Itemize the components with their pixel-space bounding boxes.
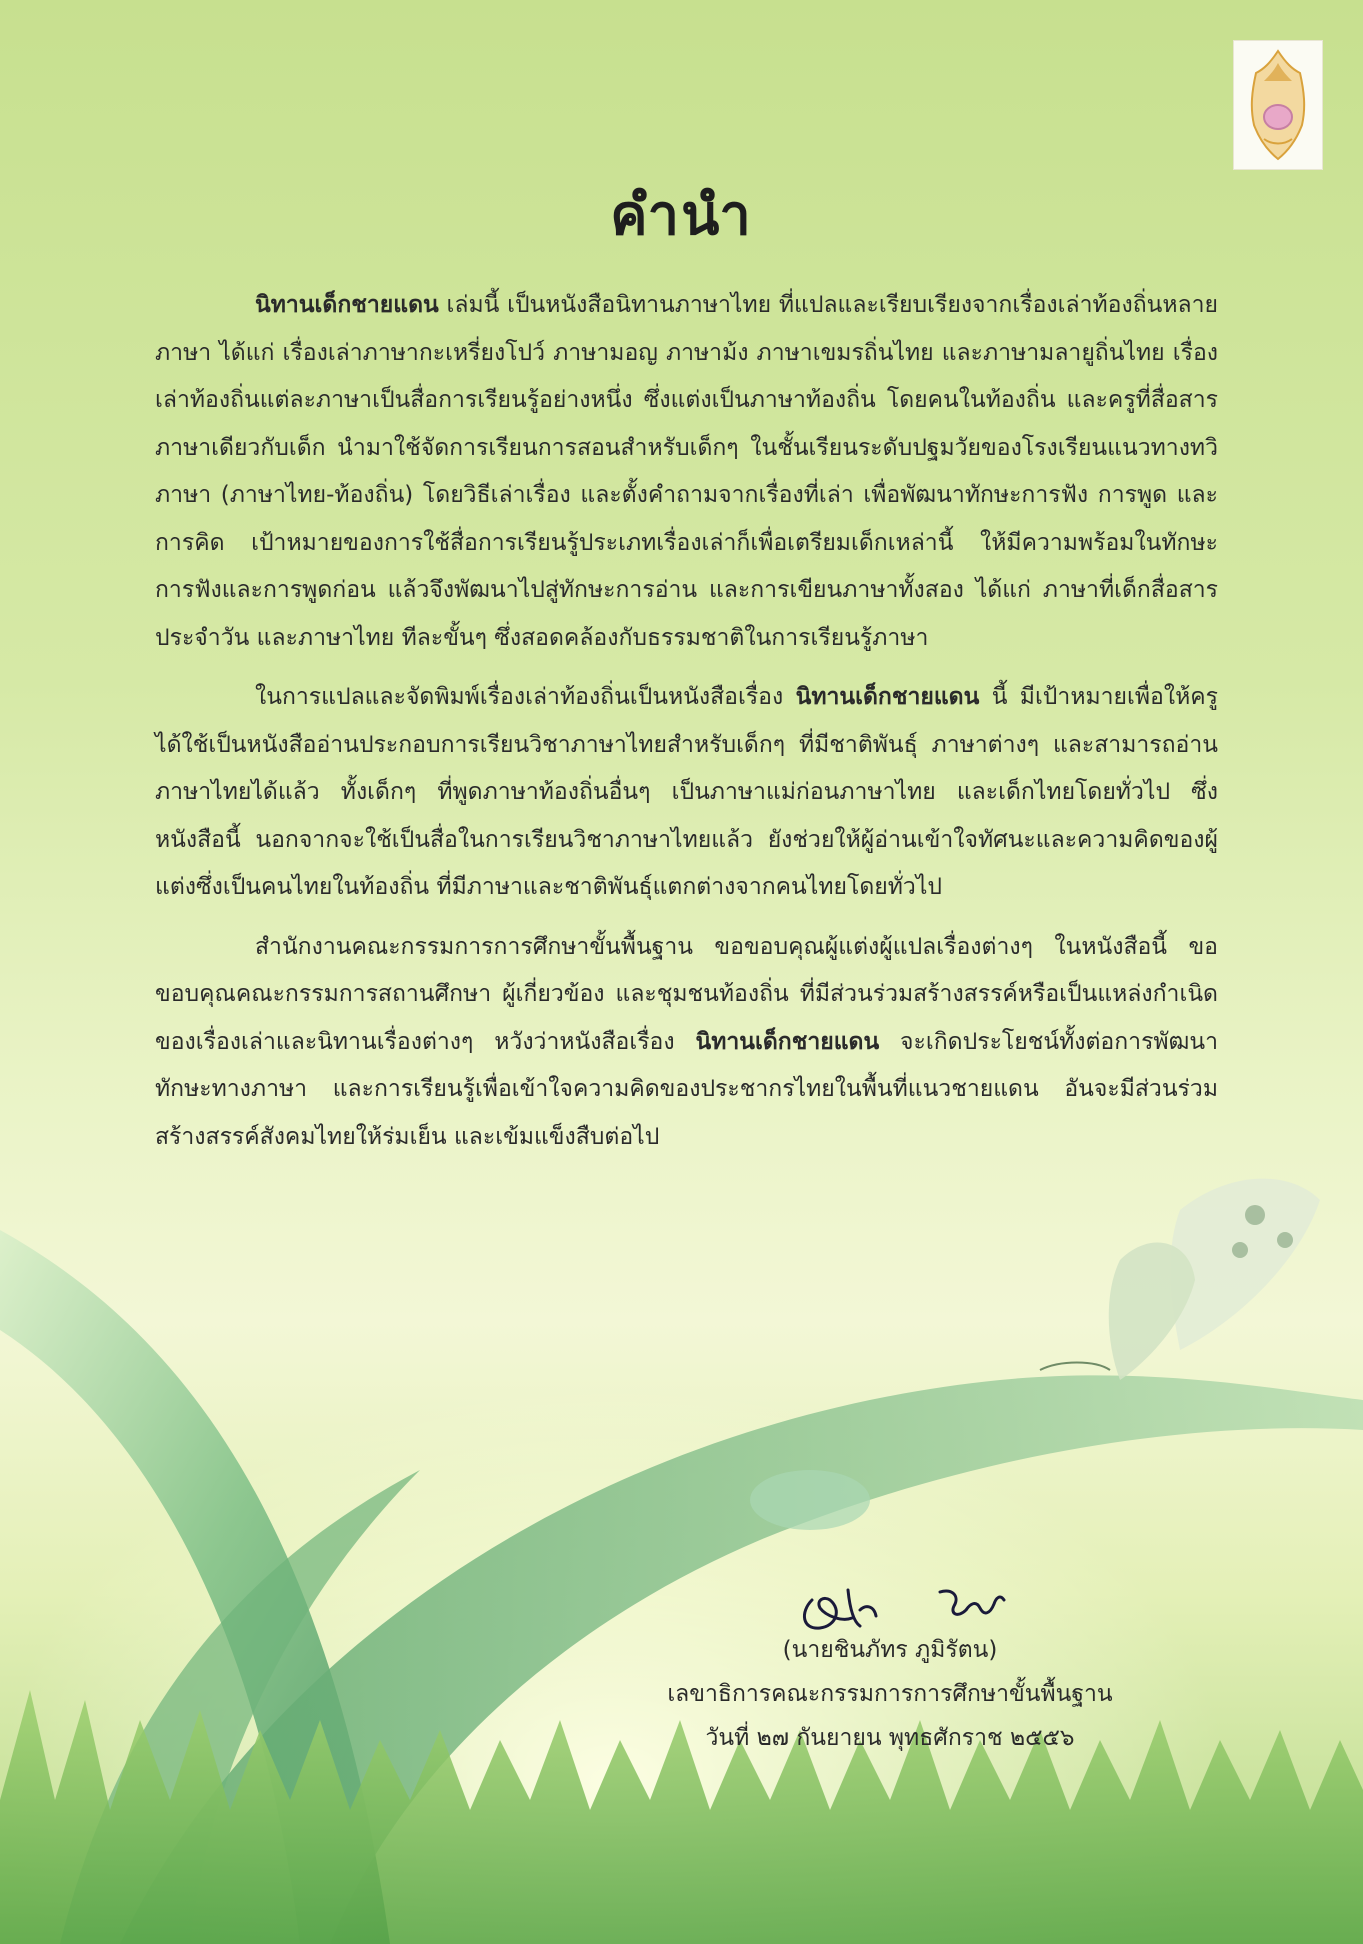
paragraph-2-pre: ในการแปลและจัดพิมพ์เรื่องเล่าท้องถิ่นเป็นหนังสือเรื่อง: [255, 684, 796, 710]
book-title-bold: นิทานเด็กชายแดน: [795, 684, 980, 710]
paragraph-3: [155, 924, 1218, 1162]
paragraph-2-post: นี้ มีเป้าหมายเพื่อให้ครูได้ใช้เป็นหนังสืออ่านประกอบการเรียนวิชาภาษาไทยสำหรับเด็กๆ ที่มีชาติพันธุ์ ภาษาต่างๆ และสามารถอ่านภาษาไทยได้แล้ว ทั้งเด็กๆ ที่พูดภาษาท้องถิ่นอื่นๆ เป็นภาษาแม่ก่อนภาษาไทย และเด็กไทยโดยทั่วไป ซึ่งหนังสือนี้ นอกจากจะใช้เป็นสื่อในการเรียนวิชาภาษาไทยแล้ว ยังช่วยให้ผู้อ่านเข้าใจทัศนะและความคิดของผู้แต่งซึ่งเป็นคนไทยในท้องถิ่น ที่มีภาษาและชาติพันธุ์แตกต่างจากคนไทยโดยทั่วไป: [155, 684, 1218, 900]
paragraph-3-pre: สำนักงานคณะกรรมการการศึกษาขั้นพื้นฐาน ขอขอบคุณผู้แต่งผู้แปลเรื่องต่างๆ ในหนังสือนี้ ขอขอบคุณคณะกรรมการสถานศึกษา ผู้เกี่ยวข้อง และชุมชนท้องถิ่น ที่มีส่วนร่วมสร้างสรรค์หรือเป็นแหล่งกำเนิดของเรื่องเล่าและนิทานเรื่องต่างๆ หวังว่าหนังสือเรื่อง: [155, 933, 1218, 1055]
signer-name: (นายชินภัทร ภูมิรัตน): [782, 1637, 998, 1663]
book-title-bold: นิทานเด็กชายแดน: [695, 1028, 880, 1055]
paragraph-1: [155, 282, 1218, 662]
signer-block: [600, 1628, 1180, 1760]
book-title-bold: นิทานเด็กชายแดน: [255, 292, 439, 318]
paragraph-2: [155, 674, 1218, 912]
signer-position: เลขาธิการคณะกรรมการการศึกษาขั้นพื้นฐาน: [667, 1681, 1113, 1707]
paragraph-1-text: เล่มนี้ เป็นหนังสือนิทานภาษาไทย ที่แปลและเรียบเรียงจากเรื่องเล่าท้องถิ่นหลายภาษา ได้แก่ เรื่องเล่าภาษากะเหรี่ยงโปว์ ภาษามอญ ภาษาม้ง ภาษาเขมรถิ่นไทย และภาษามลายูถิ่นไทย เรื่องเล่าท้องถิ่นแต่ละภาษาเป็นสื่อการเรียนรู้อย่างหนึ่ง ซึ่งแต่งเป็นภาษาท้องถิ่น โดยคนในท้องถิ่น และครูที่สื่อสารภาษาเดียวกับเด็ก นำมาใช้จัดการเรียนการสอนสำหรับเด็กๆ ในชั้นเรียนระดับปฐมวัยของโรงเรียนแนวทางทวิภาษา (ภาษาไทย-ท้องถิ่น) โดยวิธีเล่าเรื่อง และตั้งคำถามจากเรื่องที่เล่า เพื่อพัฒนาทักษะการฟัง การพูด และการคิด เป้าหมายของการใช้สื่อการเรียนรู้ประเภทเรื่องเล่าก็เพื่อเตรียมเด็กเหล่านี้ ให้มีความพร้อมในทักษะการฟังและการพูดก่อน แล้วจึงพัฒนาไปสู่ทักษะการอ่าน และการเขียนภาษาทั้งสอง ได้แก่ ภาษาที่เด็กสื่อสารประจำวัน และภาษาไทย ทีละขั้นๆ ซึ่งสอดคล้องกับธรรมชาติในการเรียนรู้ภาษา: [155, 292, 1218, 651]
emblem-icon: [1234, 41, 1322, 169]
paragraph-3-post: จะเกิดประโยชน์ทั้งต่อการพัฒนาทักษะทางภาษา และการเรียนรู้เพื่อเข้าใจความคิดของประชากรไทยในพื้นที่แนวชายแดน อันจะมีส่วนร่วมสร้างสรรค์สังคมไทยให้ร่มเย็น และเข้มแข็งสืบต่อไป: [155, 1028, 1218, 1150]
emblem-logo: [1233, 40, 1323, 170]
document-body: [155, 282, 1218, 1173]
page-title: คำนำ: [610, 183, 753, 248]
signed-date: วันที่ ๒๗ กันยายน พุทธศักราช ๒๕๕๖: [705, 1725, 1075, 1751]
